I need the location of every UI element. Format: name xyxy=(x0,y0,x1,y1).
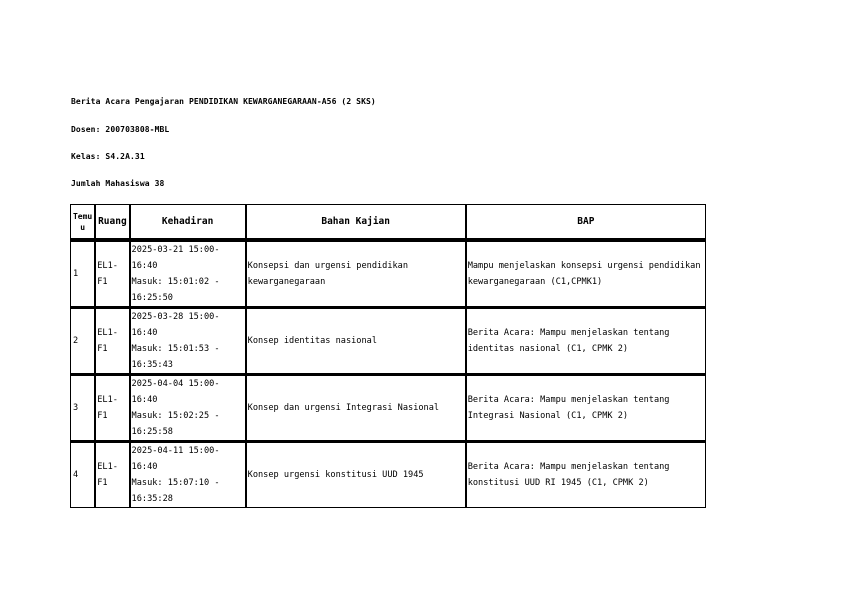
ruang-line: EL1- xyxy=(97,261,118,271)
ruang-line: EL1- xyxy=(97,395,118,405)
ruang-line: EL1- xyxy=(97,328,118,338)
kehadiran-keluar: 16:35:43 xyxy=(131,360,173,370)
kelas-line: Kelas: S4.2A.31 xyxy=(71,152,145,161)
ruang-line: EL1- xyxy=(97,462,118,472)
jumlah-mahasiswa-line: Jumlah Mahasiswa 38 xyxy=(71,179,165,188)
table-header-row xyxy=(70,204,706,241)
cell-kehadiran xyxy=(130,241,246,308)
cell-bap: Berita Acara: Mampu menjelaskan tentang konstitusi UUD RI 1945 (C1, CPMK 2) xyxy=(466,442,706,508)
column-header-bahan-kajian: Bahan Kajian xyxy=(246,204,466,241)
cell-bahan-kajian: Konsep urgensi konstitusi UUD 1945 xyxy=(246,442,466,508)
cell-bahan-kajian: Konsepsi dan urgensi pendidikan kewarganegaraan xyxy=(246,241,466,308)
temu-header-line1: Temu xyxy=(72,211,93,221)
cell-kehadiran xyxy=(130,375,246,442)
cell-bahan-kajian: Konsep dan urgensi Integrasi Nasional xyxy=(246,375,466,442)
cell-bap: Mampu menjelaskan konsepsi urgensi pendidikan kewarganegaraan (C1,CPMK1) xyxy=(466,241,706,308)
kehadiran-masuk: Masuk: 15:01:53 - xyxy=(131,344,220,354)
cell-temu: 3 xyxy=(70,375,95,442)
kehadiran-schedule: 2025-03-28 15:00- xyxy=(131,312,220,322)
kehadiran-masuk: Masuk: 15:01:02 - xyxy=(131,277,220,287)
cell-ruang xyxy=(95,308,129,375)
table-row xyxy=(70,442,706,508)
column-header-temu xyxy=(70,204,95,241)
kehadiran-schedule-end: 16:40 xyxy=(131,328,158,338)
column-header-kehadiran: Kehadiran xyxy=(130,204,246,241)
cell-bap: Berita Acara: Mampu menjelaskan tentang Integrasi Nasional (C1, CPMK 2) xyxy=(466,375,706,442)
kehadiran-keluar: 16:25:58 xyxy=(131,427,173,437)
cell-temu: 4 xyxy=(70,442,95,508)
cell-ruang xyxy=(95,241,129,308)
ruang-line: F1 xyxy=(97,344,108,354)
kehadiran-schedule: 2025-04-04 15:00- xyxy=(131,379,220,389)
ruang-line: F1 xyxy=(97,277,108,287)
cell-ruang xyxy=(95,375,129,442)
column-header-bap: BAP xyxy=(466,204,706,241)
kehadiran-masuk: Masuk: 15:07:10 - xyxy=(131,478,220,488)
table-row xyxy=(70,308,706,375)
ruang-line: F1 xyxy=(97,411,108,421)
kehadiran-schedule: 2025-03-21 15:00- xyxy=(131,245,220,255)
kehadiran-schedule-end: 16:40 xyxy=(131,462,158,472)
kehadiran-keluar: 16:35:28 xyxy=(131,494,173,504)
cell-bap: Berita Acara: Mampu menjelaskan tentang identitas nasional (C1, CPMK 2) xyxy=(466,308,706,375)
column-header-ruang: Ruang xyxy=(95,204,129,241)
cell-bahan-kajian: Konsep identitas nasional xyxy=(246,308,466,375)
table-row xyxy=(70,375,706,442)
table-row xyxy=(70,241,706,308)
document-title: Berita Acara Pengajaran PENDIDIKAN KEWARGANEGARAAN-A56 (2 SKS) xyxy=(71,97,376,106)
cell-temu: 1 xyxy=(70,241,95,308)
cell-kehadiran xyxy=(130,308,246,375)
kehadiran-schedule: 2025-04-11 15:00- xyxy=(131,446,220,456)
cell-kehadiran xyxy=(130,442,246,508)
cell-temu: 2 xyxy=(70,308,95,375)
ruang-line: F1 xyxy=(97,478,108,488)
kehadiran-masuk: Masuk: 15:02:25 - xyxy=(131,411,220,421)
dosen-line: Dosen: 200703808-MBL xyxy=(71,125,170,134)
temu-header-line2: u xyxy=(80,222,86,232)
bap-table xyxy=(70,204,706,508)
kehadiran-schedule-end: 16:40 xyxy=(131,395,158,405)
kehadiran-schedule-end: 16:40 xyxy=(131,261,158,271)
cell-ruang xyxy=(95,442,129,508)
kehadiran-keluar: 16:25:50 xyxy=(131,293,173,303)
